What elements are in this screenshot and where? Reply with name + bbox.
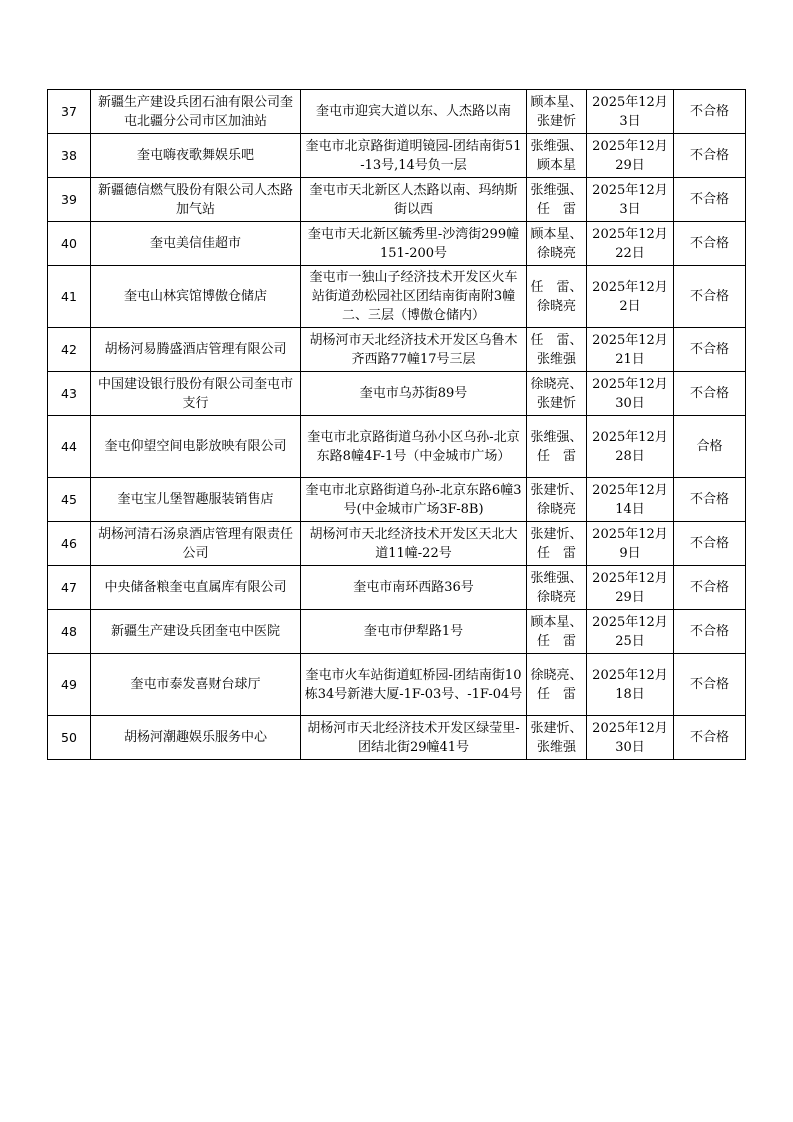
unit-address: 奎屯市火车站街道虹桥园-团结南街10栋34号新港大厦-1F-03号、-1F-04号: [301, 654, 527, 716]
table-row: [48, 522, 746, 566]
unit-name: 奎屯仰望空间电影放映有限公司: [91, 416, 301, 478]
unit-address: 胡杨河市天北经济技术开发区乌鲁木齐西路77幢17号三层: [301, 328, 527, 372]
unit-address: 胡杨河市天北经济技术开发区绿莹里-团结北街29幢41号: [301, 716, 527, 760]
table-row: [48, 654, 746, 716]
unit-address: 奎屯市天北新区人杰路以南、玛纳斯街以西: [301, 178, 527, 222]
inspection-date: 2025年12月18日: [587, 654, 674, 716]
table-row: [48, 566, 746, 610]
row-number: 48: [48, 610, 91, 654]
unit-name: 胡杨河清石汤泉酒店管理有限责任公司: [91, 522, 301, 566]
inspectors: 张建忻、任 雷: [527, 522, 587, 566]
unit-address: 奎屯市一独山子经济技术开发区火车站街道劲松园社区团结南街南附3幢二、三层（博傲仓储内）: [301, 266, 527, 328]
inspection-result: 不合格: [674, 566, 746, 610]
inspectors: 徐晓亮、张建忻: [527, 372, 587, 416]
unit-address: 奎屯市北京路街道明镜园-团结南街51-13号,14号负一层: [301, 134, 527, 178]
unit-name: 胡杨河易腾盛酒店管理有限公司: [91, 328, 301, 372]
inspection-date: 2025年12月3日: [587, 90, 674, 134]
inspectors: 顾本星、徐晓亮: [527, 222, 587, 266]
inspectors: 顾本星、任 雷: [527, 610, 587, 654]
unit-name: 奎屯山林宾馆博傲仓储店: [91, 266, 301, 328]
unit-address: 胡杨河市天北经济技术开发区天北大道11幢-22号: [301, 522, 527, 566]
table-row: [48, 716, 746, 760]
table-row: [48, 416, 746, 478]
inspection-date: 2025年12月30日: [587, 716, 674, 760]
unit-address: 奎屯市乌苏街89号: [301, 372, 527, 416]
inspectors: 顾本星、张建忻: [527, 90, 587, 134]
inspection-date: 2025年12月29日: [587, 566, 674, 610]
row-number: 44: [48, 416, 91, 478]
table-row: [48, 222, 746, 266]
inspection-result: 合格: [674, 416, 746, 478]
row-number: 38: [48, 134, 91, 178]
unit-address: 奎屯市北京路街道乌孙-北京东路6幢3号(中金城市广场3F-8B): [301, 478, 527, 522]
inspection-result: 不合格: [674, 328, 746, 372]
inspection-date: 2025年12月29日: [587, 134, 674, 178]
table-row: [48, 328, 746, 372]
inspectors: 任 雷、徐晓亮: [527, 266, 587, 328]
unit-address: 奎屯市迎宾大道以东、人杰路以南: [301, 90, 527, 134]
unit-address: 奎屯市天北新区毓秀里-沙湾街299幢151-200号: [301, 222, 527, 266]
table-row: [48, 266, 746, 328]
unit-name: 奎屯美信佳超市: [91, 222, 301, 266]
row-number: 37: [48, 90, 91, 134]
inspection-date: 2025年12月14日: [587, 478, 674, 522]
unit-name: 新疆生产建设兵团石油有限公司奎屯北疆分公司市区加油站: [91, 90, 301, 134]
inspection-result: 不合格: [674, 222, 746, 266]
table-row: [48, 372, 746, 416]
inspection-result: 不合格: [674, 610, 746, 654]
unit-name: 奎屯市泰发喜财台球厅: [91, 654, 301, 716]
row-number: 42: [48, 328, 91, 372]
table-row: [48, 610, 746, 654]
inspectors: 张建忻、张维强: [527, 716, 587, 760]
inspection-result: 不合格: [674, 178, 746, 222]
inspection-date: 2025年12月3日: [587, 178, 674, 222]
unit-name: 中央储备粮奎屯直属库有限公司: [91, 566, 301, 610]
row-number: 41: [48, 266, 91, 328]
inspection-date: 2025年12月30日: [587, 372, 674, 416]
unit-address: 奎屯市北京路街道乌孙小区乌孙-北京东路8幢4F-1号（中金城市广场）: [301, 416, 527, 478]
inspection-result: 不合格: [674, 654, 746, 716]
inspection-result: 不合格: [674, 266, 746, 328]
inspectors: 任 雷、张维强: [527, 328, 587, 372]
unit-name: 新疆生产建设兵团奎屯中医院: [91, 610, 301, 654]
inspectors: 张建忻、徐晓亮: [527, 478, 587, 522]
inspection-date: 2025年12月9日: [587, 522, 674, 566]
unit-name: 新疆德信燃气股份有限公司人杰路加气站: [91, 178, 301, 222]
table-row: [48, 478, 746, 522]
unit-name: 胡杨河潮趣娱乐服务中心: [91, 716, 301, 760]
inspectors: 张维强、任 雷: [527, 178, 587, 222]
inspection-table-container: [47, 89, 745, 760]
inspection-result: 不合格: [674, 522, 746, 566]
inspectors: 张维强、徐晓亮: [527, 566, 587, 610]
unit-address: 奎屯市伊犁路1号: [301, 610, 527, 654]
table-row: [48, 90, 746, 134]
inspection-result: 不合格: [674, 372, 746, 416]
inspection-result: 不合格: [674, 134, 746, 178]
inspection-date: 2025年12月28日: [587, 416, 674, 478]
inspectors: 张维强、顾本星: [527, 134, 587, 178]
row-number: 50: [48, 716, 91, 760]
inspection-results-table: [47, 89, 746, 760]
row-number: 47: [48, 566, 91, 610]
inspection-result: 不合格: [674, 90, 746, 134]
inspectors: 徐晓亮、任 雷: [527, 654, 587, 716]
row-number: 49: [48, 654, 91, 716]
table-row: [48, 134, 746, 178]
inspection-result: 不合格: [674, 716, 746, 760]
inspectors: 张维强、任 雷: [527, 416, 587, 478]
row-number: 46: [48, 522, 91, 566]
inspection-date: 2025年12月22日: [587, 222, 674, 266]
unit-address: 奎屯市南环西路36号: [301, 566, 527, 610]
row-number: 45: [48, 478, 91, 522]
row-number: 40: [48, 222, 91, 266]
unit-name: 中国建设银行股份有限公司奎屯市支行: [91, 372, 301, 416]
unit-name: 奎屯嗨夜歌舞娱乐吧: [91, 134, 301, 178]
row-number: 39: [48, 178, 91, 222]
inspection-date: 2025年12月2日: [587, 266, 674, 328]
inspection-result: 不合格: [674, 478, 746, 522]
inspection-date: 2025年12月25日: [587, 610, 674, 654]
inspection-date: 2025年12月21日: [587, 328, 674, 372]
table-row: [48, 178, 746, 222]
row-number: 43: [48, 372, 91, 416]
unit-name: 奎屯宝儿堡智趣服装销售店: [91, 478, 301, 522]
